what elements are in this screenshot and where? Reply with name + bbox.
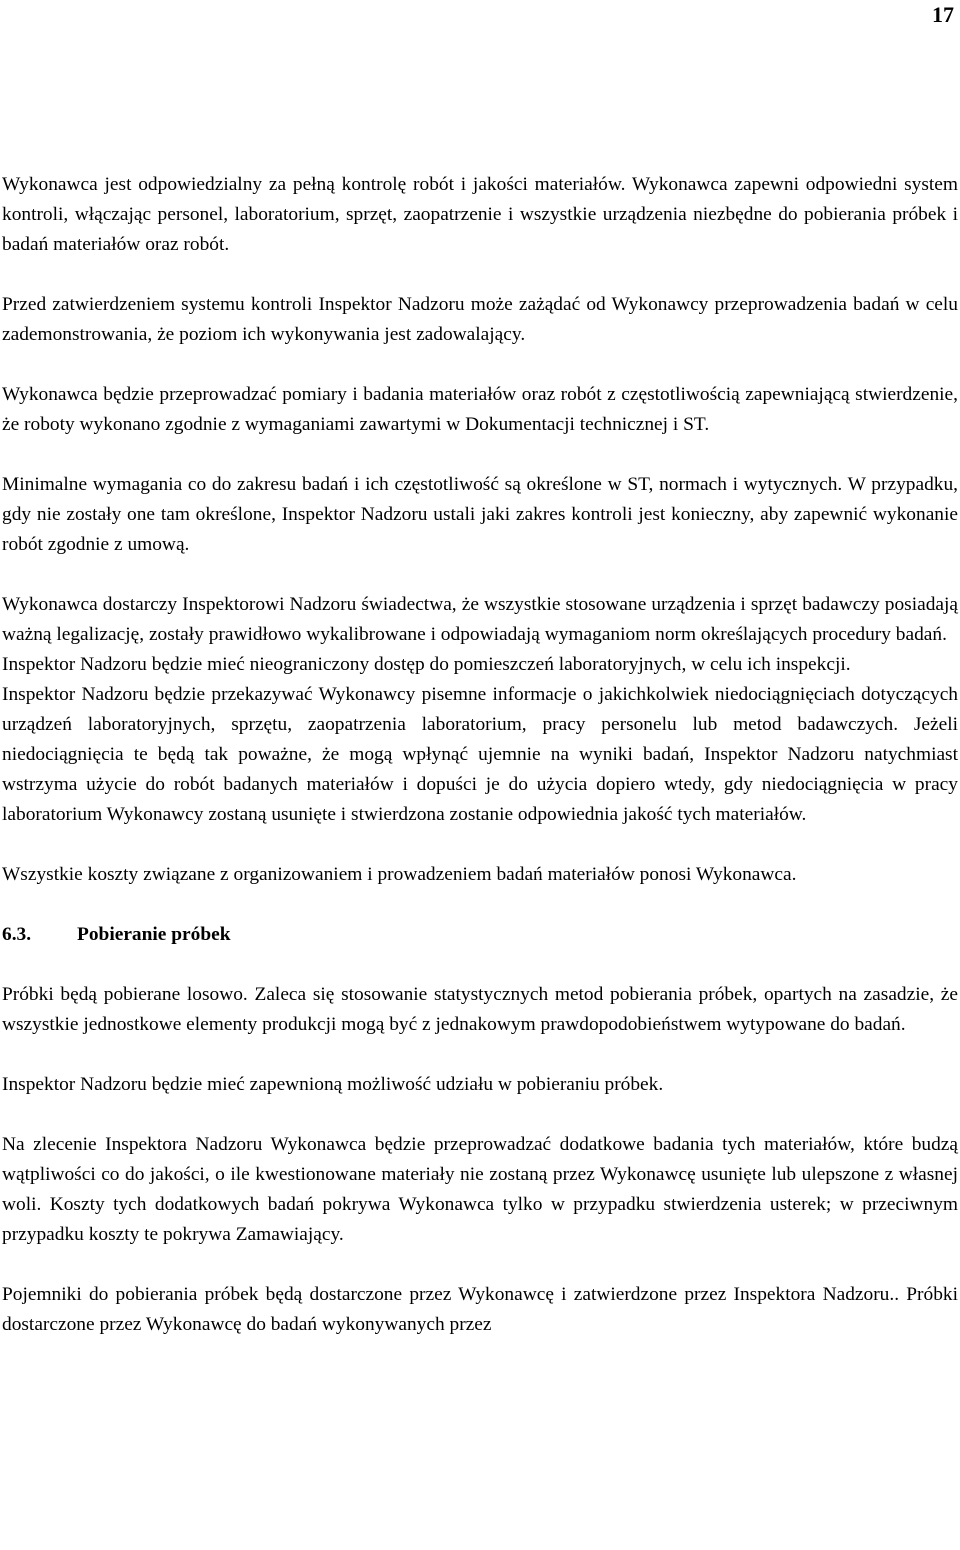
paragraph-deficiencies: Inspektor Nadzoru będzie przekazywać Wykonawcy pisemne informacje o jakichkolwiek niedociągnięciach dotyczących urządzeń laboratoryjnych, sprzętu, zaopatrzenia laboratorium, pracy personelu lub metod badawczych. Jeżeli niedociągnięcia te będą tak poważne, że mogą wpłynąć ujemnie na wyniki badań, Inspektor Nadzoru natychmiast wstrzyma użycie do robót badanych materiałów i dopuści je do użycia dopiero wtedy, gdy niedociągnięcia w pracy laboratorium Wykonawcy zostaną usunięte i stwierdzona zostanie odpowiednia jakość tych materiałów. — [2, 684, 958, 825]
section-number: 6.3. — [2, 924, 32, 945]
paragraph-measurements: Wykonawca będzie przeprowadzać pomiary i badania materiałów oraz robót z częstotliwością zapewniającą stwierdzenie, że roboty wykonano zgodnie z wymaganiami zawartymi w Dokumentacji technicznej i ST. — [2, 384, 958, 435]
document-body — [2, 170, 958, 1340]
paragraph-costs: Wszystkie koszty związane z organizowaniem i prowadzeniem badań materiałów ponosi Wykonawca. — [2, 864, 797, 885]
paragraph-additional-tests: Na zlecenie Inspektora Nadzoru Wykonawca będzie przeprowadzać dodatkowe badania tych materiałów, które budzą wątpliwości co do jakości, o ile kwestionowane materiały nie zostaną przez Wykonawcę usunięte lub ulepszone z własnej woli. Koszty tych dodatkowych badań pokrywa Wykonawca tylko w przypadku stwierdzenia usterek; w przeciwnym przypadku koszty te pokrywa Zamawiający. — [2, 1134, 958, 1245]
section-title: Pobieranie próbek — [77, 924, 231, 945]
paragraph-certificates: Wykonawca dostarczy Inspektorowi Nadzoru świadectwa, że wszystkie stosowane urządzenia i sprzęt badawczy posiadają ważną legalizację, zostały prawidłowo wykalibrowane i odpowiadają wymaganiom norm określających procedury badań. — [2, 594, 958, 645]
paragraph-inspector-participation: Inspektor Nadzoru będzie mieć zapewnioną możliwość udziału w pobieraniu próbek. — [2, 1074, 664, 1095]
section-heading — [2, 920, 958, 950]
paragraph-minimum-requirements: Minimalne wymagania co do zakresu badań i ich częstotliwość są określone w ST, normach i wytycznych. W przypadku, gdy nie zostały one tam określone, Inspektor Nadzoru ustali jaki zakres kontroli jest konieczny, aby zapewnić wykonanie robót zgodnie z umową. — [2, 474, 958, 555]
page-number: 17 — [932, 2, 954, 27]
paragraph-random-sampling: Próbki będą pobierane losowo. Zaleca się stosowanie statystycznych metod pobierania próbek, opartych na zasadzie, że wszystkie jednostkowe elementy produkcji mogą być z jednakowym prawdopodobieństwem wytypowane do badań. — [2, 984, 958, 1035]
paragraph-sample-containers: Pojemniki do pobierania próbek będą dostarczone przez Wykonawcę i zatwierdzone przez Inspektora Nadzoru.. Próbki dostarczone przez Wykonawcę do badań wykonywanych przez — [2, 1284, 958, 1335]
paragraph-inspector-access: Inspektor Nadzoru będzie mieć nieograniczony dostęp do pomieszczeń laboratoryjnych, w celu ich inspekcji. — [2, 654, 851, 675]
paragraph-control-approval: Przed zatwierdzeniem systemu kontroli Inspektor Nadzoru może zażądać od Wykonawcy przeprowadzenia badań w celu zademonstrowania, że poziom ich wykonywania jest zadowalający. — [2, 294, 958, 345]
paragraph-contractor-responsibility: Wykonawca jest odpowiedzialny za pełną kontrolę robót i jakości materiałów. Wykonawca zapewni odpowiedni system kontroli, włączając personel, laboratorium, sprzęt, zaopatrzenie i wszystkie urządzenia niezbędne do pobierania próbek i badań materiałów oraz robót. — [2, 174, 958, 255]
